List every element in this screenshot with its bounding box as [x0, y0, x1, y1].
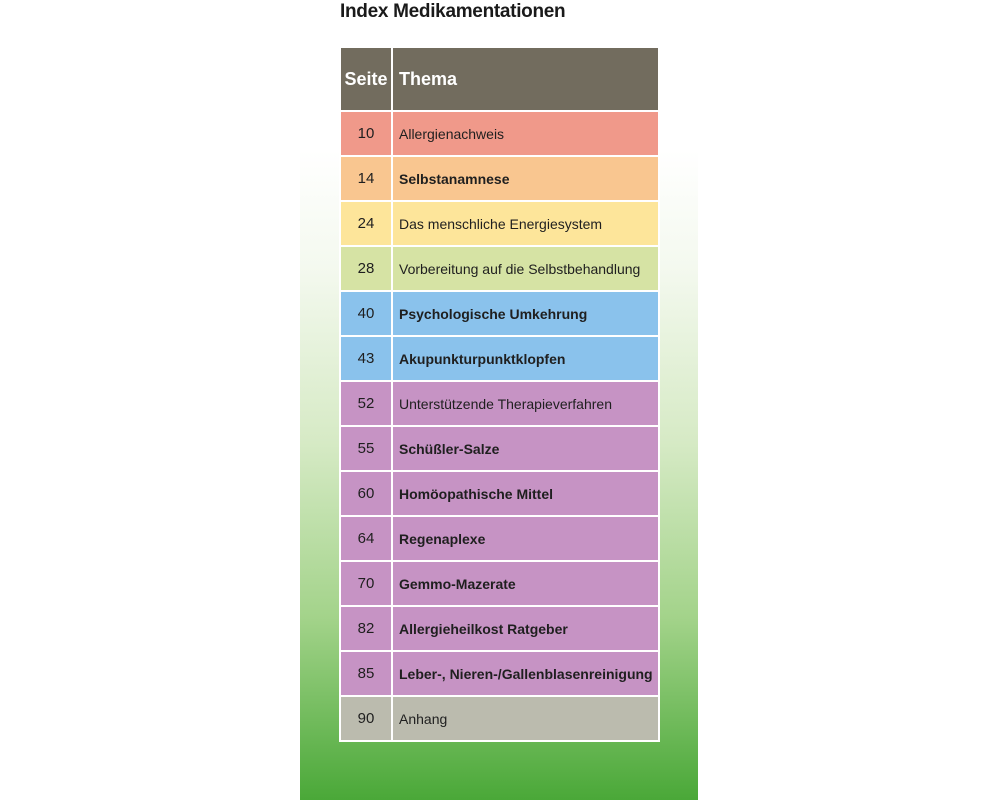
- row-topic: Allergieheilkost Ratgeber: [392, 606, 659, 651]
- row-topic: Schüßler-Salze: [392, 426, 659, 471]
- table-row: [340, 561, 659, 606]
- row-topic: Akupunkturpunktklopfen: [392, 336, 659, 381]
- row-topic: Unterstützende Therapieverfahren: [392, 381, 659, 426]
- row-page-number: 10: [340, 111, 392, 156]
- table-row: [340, 156, 659, 201]
- row-topic: Homöopathische Mittel: [392, 471, 659, 516]
- row-topic: Gemmo-Mazerate: [392, 561, 659, 606]
- row-topic: Psychologische Umkehrung: [392, 291, 659, 336]
- table-row: [340, 291, 659, 336]
- table-row: [340, 471, 659, 516]
- table-row: [340, 111, 659, 156]
- row-page-number: 24: [340, 201, 392, 246]
- table-row: [340, 336, 659, 381]
- row-page-number: 70: [340, 561, 392, 606]
- row-page-number: 64: [340, 516, 392, 561]
- row-topic: Vorbereitung auf die Selbstbehandlung: [392, 246, 659, 291]
- row-page-number: 28: [340, 246, 392, 291]
- table-body: [340, 111, 659, 741]
- row-topic: Anhang: [392, 696, 659, 741]
- table-row: [340, 606, 659, 651]
- row-topic: Allergienachweis: [392, 111, 659, 156]
- row-page-number: 82: [340, 606, 392, 651]
- header-page: Seite: [340, 47, 392, 111]
- table-row: [340, 201, 659, 246]
- row-topic: Selbstanamnese: [392, 156, 659, 201]
- table-row: [340, 651, 659, 696]
- table-header-row: [340, 47, 659, 111]
- table-row: [340, 381, 659, 426]
- table-row: [340, 426, 659, 471]
- row-page-number: 55: [340, 426, 392, 471]
- row-page-number: 40: [340, 291, 392, 336]
- row-page-number: 14: [340, 156, 392, 201]
- table-row: [340, 246, 659, 291]
- row-topic: Leber-, Nieren-/Gallenblasenreinigung: [392, 651, 659, 696]
- row-topic: Regenaplexe: [392, 516, 659, 561]
- row-page-number: 43: [340, 336, 392, 381]
- row-page-number: 85: [340, 651, 392, 696]
- row-page-number: 60: [340, 471, 392, 516]
- row-page-number: 52: [340, 381, 392, 426]
- header-topic: Thema: [392, 47, 659, 111]
- page-title: Index Medikamentationen: [340, 1, 566, 22]
- table-row: [340, 516, 659, 561]
- table-row: [340, 696, 659, 741]
- index-table: [339, 46, 660, 742]
- row-page-number: 90: [340, 696, 392, 741]
- row-topic: Das menschliche Energiesystem: [392, 201, 659, 246]
